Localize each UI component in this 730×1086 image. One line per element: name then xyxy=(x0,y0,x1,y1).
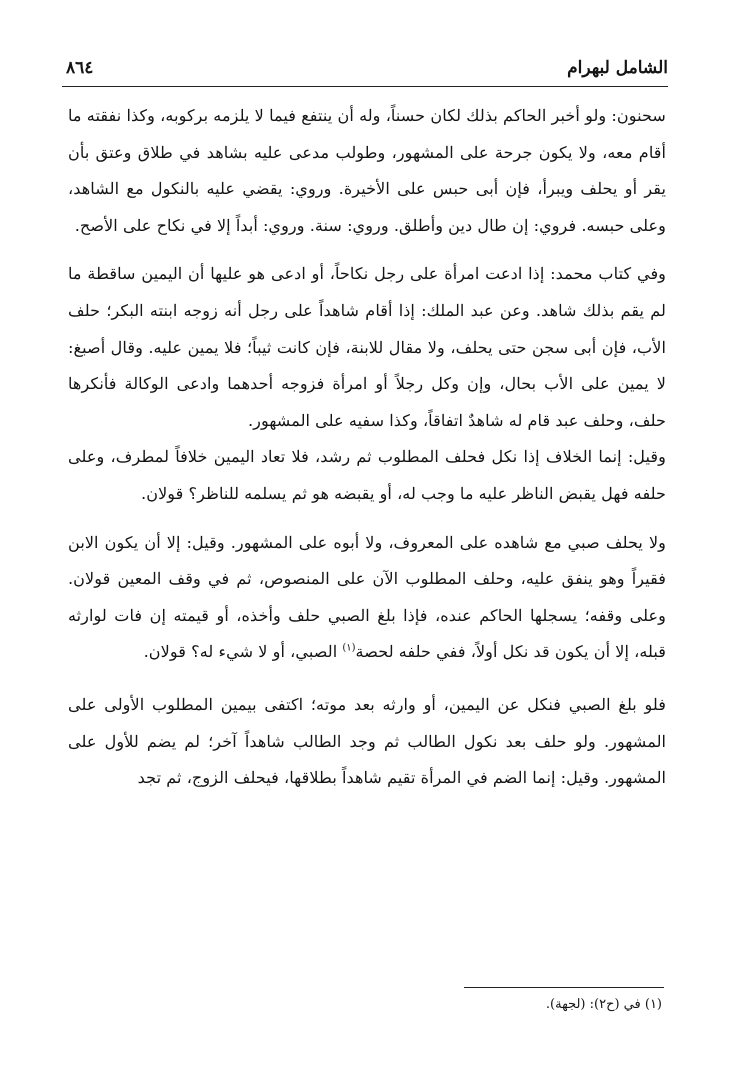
main-text xyxy=(68,98,666,797)
paragraph-4-text-b: الصبي، أو لا شيء له؟ قولان. xyxy=(143,642,343,662)
paragraph-2: وفي كتاب محمد: إذا ادعت امرأة على رجل نكاحاً، أو ادعى هو عليها أن اليمين ساقطة ما لم يقم بذلك شاهد. وعن عبد الملك: إذا أقام شاهداً على رجل أنه زوجه ابنته البكر؛ حلف الأب، فإن أبى سجن حتى يحلف، ولا مقال للابنة، فإن كانت ثيباً؛ فلا يمين عليه. وقال أصبغ: لا يمين على الأب بحال، وإن وكل رجلاً أو امرأة فزوجه أحدهما وادعى الوكالة فأنكرها حلف، وحلف عبد قام له شاهدٌ اتفاقاً، وكذا سفيه على المشهور. xyxy=(68,264,666,430)
paragraph-5: فلو بلغ الصبي فنكل عن اليمين، أو وارثه بعد موته؛ اكتفى بيمين المطلوب الأولى على المشهور. ولو حلف بعد نكول الطالب ثم وجد الطالب شاهداً آخر؛ لم يضم للأول على المشهور. وقيل: إنما الضم في المرأة تقيم شاهداً بطلاقها، فيحلف الزوج، ثم تجد xyxy=(68,694,666,788)
book-title: الشامل لبهرام xyxy=(567,58,668,78)
footnote: (١) في (ح٢): (لجهة). xyxy=(545,997,662,1012)
paragraph-4 xyxy=(68,525,666,671)
running-header xyxy=(66,52,668,86)
paragraph-4-text-a: ولا يحلف صبي مع شاهده على المعروف، ولا أبوه على المشهور. وقيل: إلا أن يكون الابن فقيراً وهو ينفق عليه، وحلف المطلوب الآن على المنصوص، ثم في وقف المعين قولان. وعلى وقفه؛ يسجلها الحاكم عنده، فإذا بلغ الصبي حلف وأخذه، أو قيمته إن فات لوارثه قبله، إلا أن يكون قد نكل أولاً، ففي حلفه لحصة xyxy=(68,532,666,662)
paragraph-1: سحنون: ولو أخبر الحاكم بذلك لكان حسناً، وله أن ينتفع فيما لا يلزمه بركوبه، وكذا نفقته ما أقام معه، ولا يكون جرحة على المشهور، وطولب مدعى عليه بشاهد في طلاق وعتق بأن يقر أو يحلف ويبرأ، فإن أبى حبس على الأخيرة. وروي: يقضي عليه بالنكول مع الشاهد، وعلى حبسه. فروي: إن طال دين وأطلق. وروي: سنة. وروي: أبداً إلا في نكاح على الأصح. xyxy=(68,106,666,235)
header-rule xyxy=(62,86,668,87)
footnote-marker: (١) xyxy=(342,642,356,654)
page-number: ٨٦٤ xyxy=(66,58,94,78)
paragraph-3: وقيل: إنما الخلاف إذا نكل فحلف المطلوب ثم رشد، فلا تعاد اليمين خلافاً لمطرف، وعلى حلفه فهل يقبض الناظر عليه ما وجب له، أو يقبضه هو ثم يسلمه للناظر؟ قولان. xyxy=(68,447,666,503)
footnote-rule xyxy=(464,987,664,988)
